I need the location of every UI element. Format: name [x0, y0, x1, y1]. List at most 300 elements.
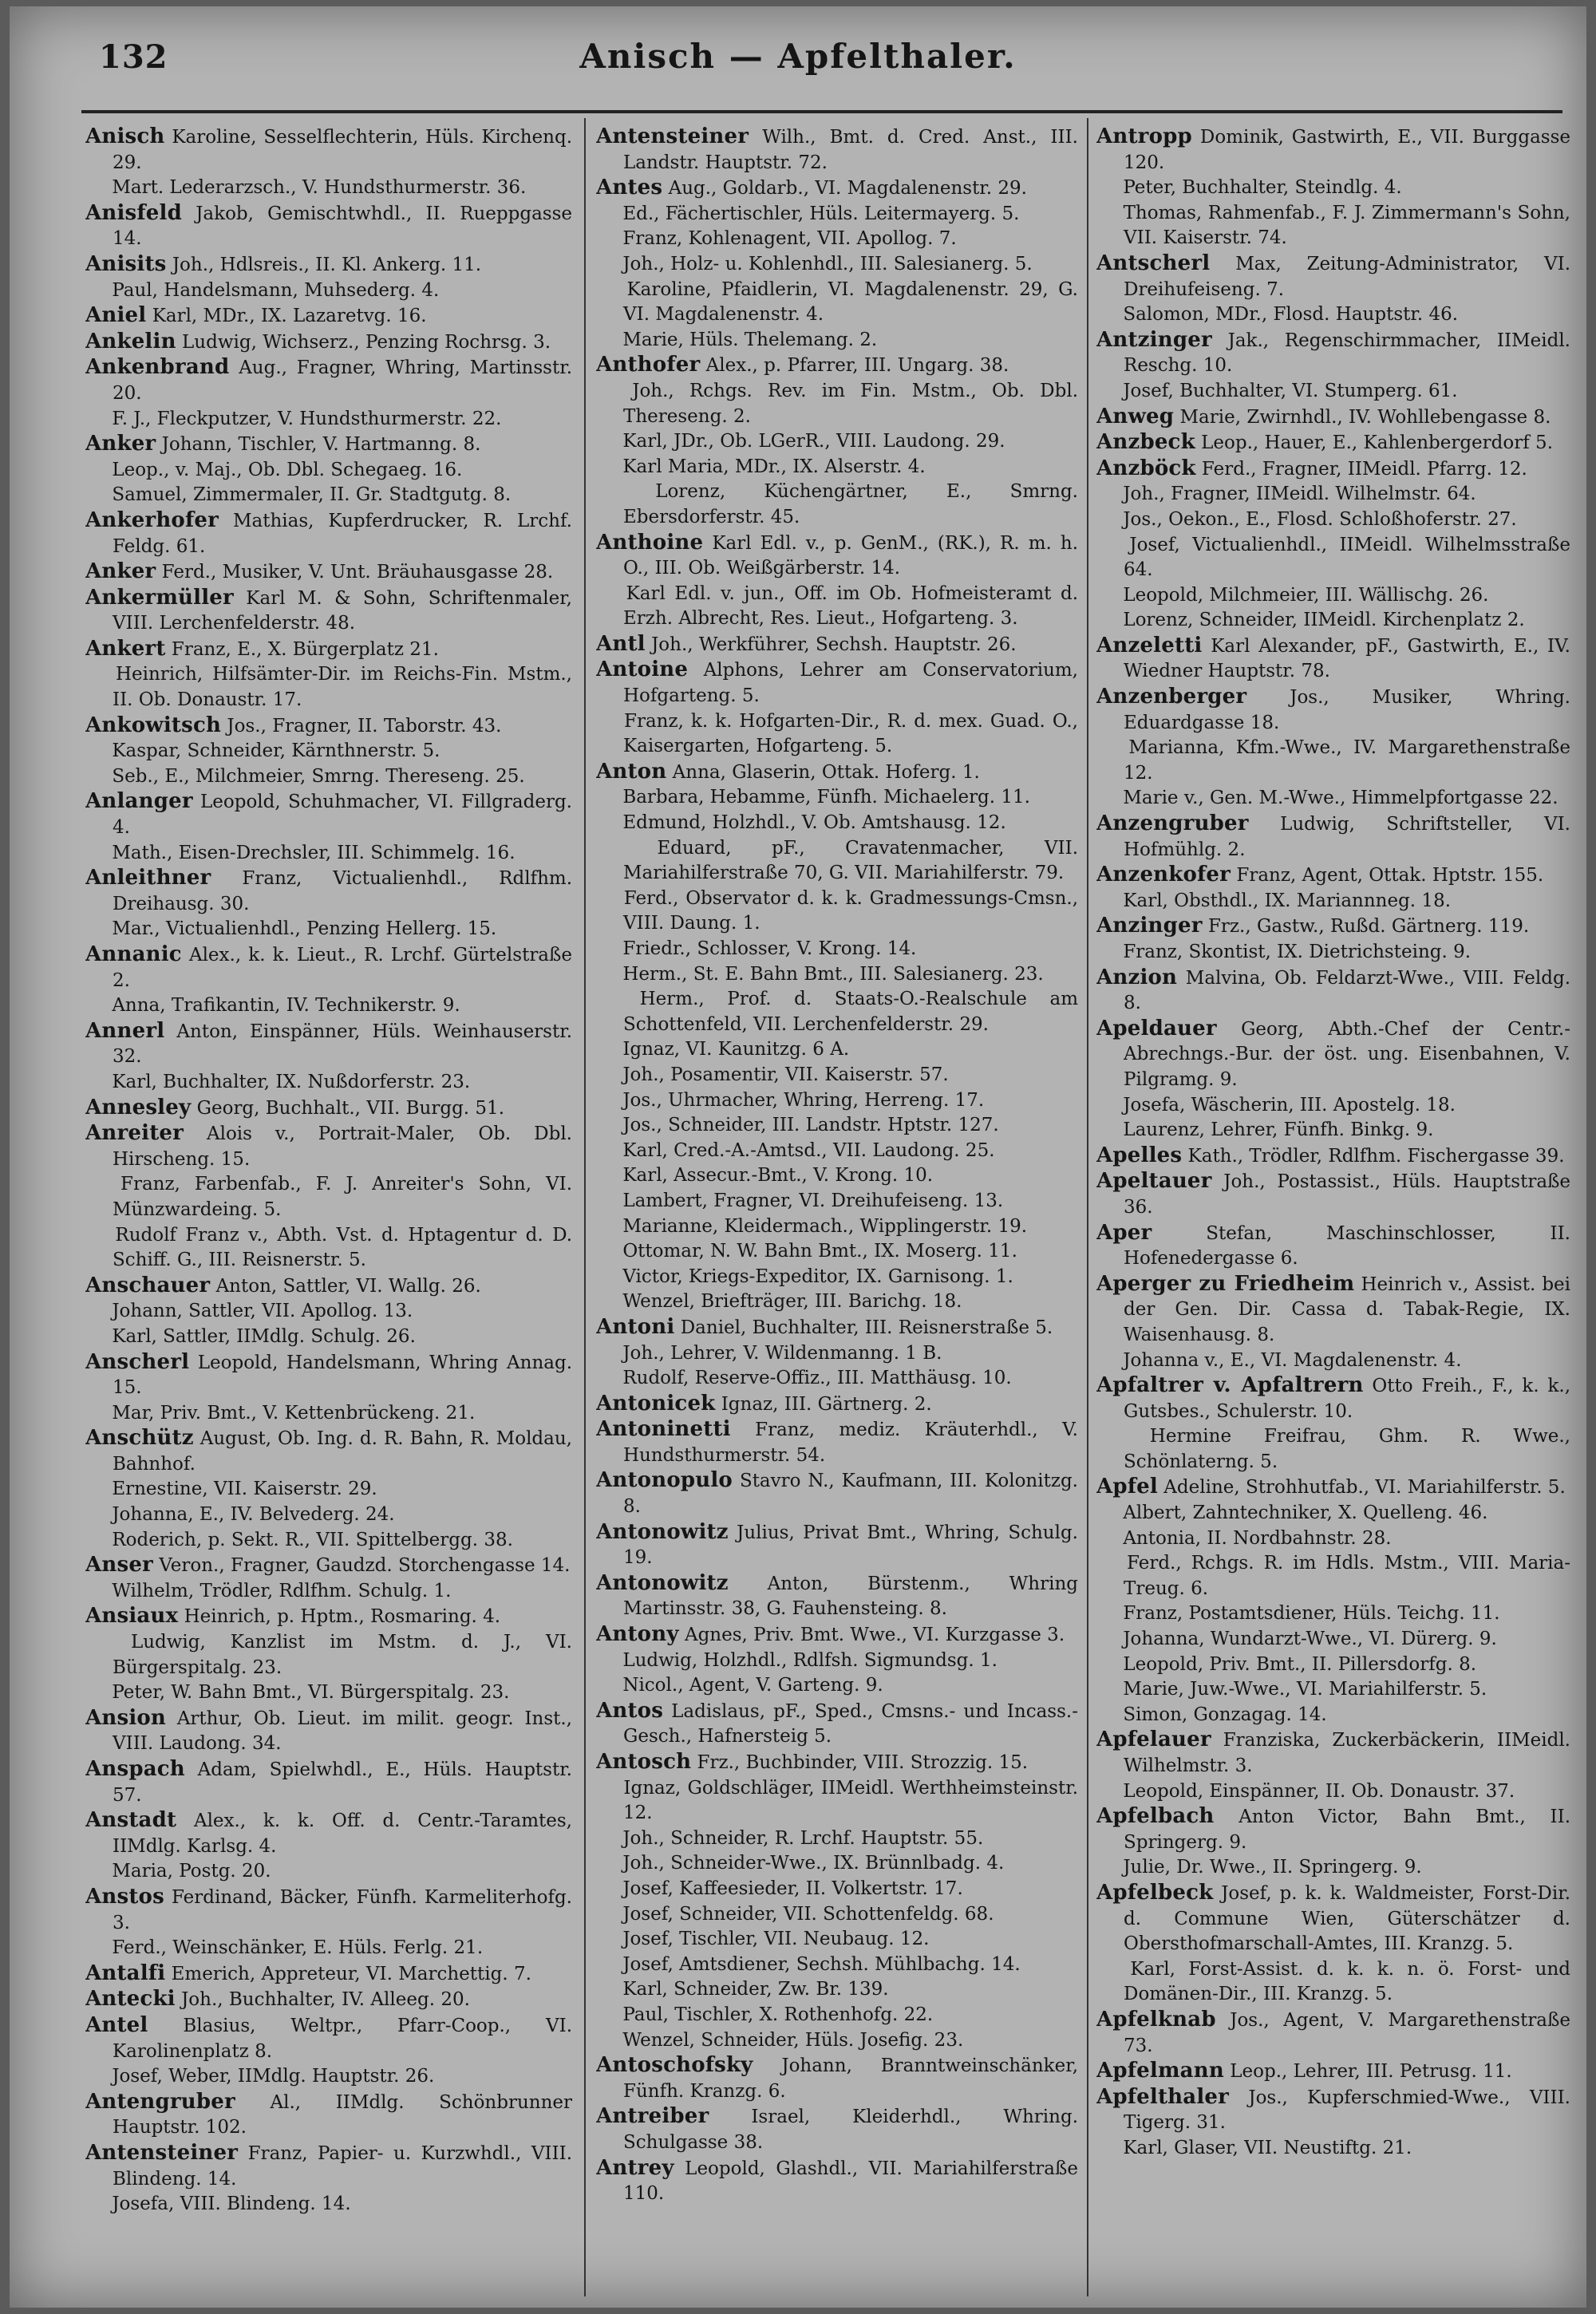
entry-details: Ludwig, Holzhdl., Rdlfsh. Sigmundsg. 1. [622, 1649, 998, 1671]
directory-entry [85, 1706, 572, 1757]
entry-surname: Aperger zu Friedheim [1096, 1271, 1355, 1296]
entry-surname: Antecki [85, 1987, 176, 2012]
repeat-dash [85, 278, 106, 304]
entry-details: Leopold, Priv. Bmt., II. Pillersdorfg. 8. [1123, 1653, 1477, 1675]
entry-surname: Anweg [1096, 404, 1175, 428]
entry-details: Karl Alexander, pF., Gastwirth, E., IV. Wiedner Hauptstr. 78. [1124, 635, 1570, 682]
entry-details: Franz, E., X. Bürgerplatz 21. [171, 638, 439, 660]
directory-entry [596, 1520, 1078, 1571]
repeat-dash [85, 917, 106, 942]
entry-details: Ottomar, N. W. Bahn Bmt., IX. Moserg. 11. [622, 1241, 1017, 1262]
directory-entry [596, 1977, 1078, 2003]
directory-entry [1096, 1677, 1570, 1703]
entry-surname: Antoninetti [596, 1417, 731, 1442]
repeat-dash [85, 1859, 106, 1885]
repeat-dash [596, 1649, 617, 1674]
directory-entry [85, 1096, 572, 1122]
directory-entry [1096, 1703, 1570, 1728]
entry-details: Peter, Buchhalter, Steindlg. 4. [1123, 177, 1402, 199]
entry-details: Anton Victor, Bahn Bmt., II. Springerg. 9. [1124, 1807, 1570, 1853]
entry-surname: Apfelauer [1096, 1728, 1211, 1752]
repeat-dash [1096, 1551, 1117, 1577]
directory-entry [1096, 379, 1570, 405]
entry-details: Thomas, Rahmenfab., F. J. Zimmermann's Sohn, VII. Kaiserstr. 74. [1123, 202, 1570, 249]
entry-details: Hermine Freifrau, Ghm. R. Wwe., Schönlaterng. 5. [1124, 1426, 1570, 1472]
entry-details: Mathias, Kupferdrucker, R. Lrchf. Feldg. 61. [113, 510, 572, 557]
directory-entry [85, 201, 572, 252]
entry-details: Jos., Musiker, Whring. Eduardgasse 18. [1124, 687, 1570, 733]
entry-details: Peter, W. Bahn Bmt., VI. Bürgerspitalg. 23. [112, 1682, 510, 1704]
entry-surname: Anzeletti [1096, 633, 1203, 657]
entry-details: Karl M. & Sohn, Schriftenmaler, VIII. Lerchenfelderstr. 48. [113, 587, 572, 634]
entry-details: Julie, Dr. Wwe., II. Springerg. 9. [1123, 1857, 1422, 1878]
entry-details: Victor, Kriegs-Expeditor, IX. Garnisong. 1. [622, 1266, 1013, 1287]
entry-surname: Anthofer [596, 353, 701, 377]
repeat-dash [1096, 302, 1117, 328]
directory-entry [85, 278, 572, 304]
directory-entry [596, 1265, 1078, 1290]
directory-entry [85, 841, 572, 867]
entry-details: Ferd., Fragner, IIMeidl. Pfarrg. 12. [1201, 458, 1527, 480]
entry-surname: Anspach [85, 1757, 185, 1781]
repeat-dash [85, 2192, 106, 2217]
repeat-dash [1096, 379, 1117, 405]
entry-surname: Anker [85, 559, 156, 584]
entry-surname: Antengruber [85, 2089, 235, 2114]
entry-surname: Annesley [85, 1095, 192, 1119]
repeat-dash [596, 1902, 617, 1928]
entry-details: Leopold, Schuhmacher, VI. Fillgraderg. 4. [113, 792, 572, 839]
repeat-dash [596, 1851, 617, 1877]
directory-entry [1096, 456, 1570, 483]
repeat-dash [1096, 736, 1117, 761]
directory-page [10, 6, 1586, 2308]
directory-entry [596, 1366, 1078, 1392]
directory-entry [596, 2053, 1078, 2104]
entry-surname: Anton [596, 759, 667, 784]
entry-details: Veron., Fragner, Gaudzd. Storchengasse 14. [159, 1555, 571, 1577]
repeat-dash [1096, 1118, 1117, 1143]
directory-entry [1096, 201, 1570, 251]
repeat-dash [85, 176, 106, 201]
repeat-dash [85, 1936, 106, 1961]
entry-surname: Aper [1096, 1220, 1152, 1245]
entry-details: Jos., Schneider, III. Landstr. Hptstr. 127. [622, 1115, 999, 1136]
directory-entry [596, 1649, 1078, 1674]
entry-details: Karoline, Sesselflechterin, Hüls. Kirchenq. 29. [113, 127, 572, 173]
directory-entry [85, 1757, 572, 1808]
repeat-dash [85, 1325, 106, 1350]
repeat-dash [596, 1953, 617, 1978]
entry-details: Salomon, MDr., Flosd. Hauptstr. 46. [1123, 304, 1459, 326]
entry-details: Johann, Tischler, V. Hartmanng. 8. [161, 434, 481, 456]
directory-entry [596, 1239, 1078, 1265]
entry-details: Math., Eisen-Drechsler, III. Schimmelg. 16. [112, 842, 516, 863]
entry-details: Simon, Gonzagag. 14. [1123, 1704, 1327, 1725]
directory-entry [85, 1401, 572, 1427]
directory-entry [85, 1808, 572, 1859]
directory-entry [596, 429, 1078, 455]
entry-surname: Anzbeck [1096, 430, 1195, 455]
directory-entry [596, 1315, 1078, 1341]
directory-entry [85, 1325, 572, 1350]
entry-surname: Antzinger [1096, 327, 1212, 352]
entry-surname: Ansiaux [85, 1604, 179, 1629]
entry-details: Agnes, Priv. Bmt. Wwe., VI. Kurzgasse 3. [684, 1625, 1065, 1646]
entry-details: Maria, Postg. 20. [112, 1861, 271, 1882]
entry-details: Jakob, Gemischtwhdl., II. Rueppgasse 14. [113, 203, 572, 250]
entry-surname: Apfelbeck [1096, 1880, 1214, 1905]
repeat-dash [596, 1239, 617, 1265]
entry-surname: Annerl [85, 1018, 165, 1043]
directory-entry [85, 483, 572, 508]
entry-details: Aug., Goldarb., VI. Magdalenenstr. 29. [668, 178, 1027, 199]
entry-details: Ludwig, Kanzlist im Mstm. d. J., VI. Bürgerspitalg. 23. [113, 1632, 572, 1678]
directory-entry [85, 2141, 572, 2192]
directory-entry [596, 124, 1078, 176]
column-3 [1096, 124, 1570, 2295]
entry-details: Georg, Abth.-Chef der Centr.-Abrechngs.-Bur. der öst. ung. Eisenbahnen, V. Pilgramg. 9. [1124, 1018, 1570, 1090]
entry-details: Anton, Bürstenm., Whring Martinsstr. 38, G. Fauhensteing. 8. [623, 1573, 1078, 1620]
directory-entry [85, 662, 572, 713]
directory-entry [596, 1037, 1078, 1063]
repeat-dash [596, 278, 617, 303]
entry-surname: Apelles [1096, 1143, 1183, 1167]
repeat-dash [85, 1401, 106, 1427]
entry-details: Rudolf Franz v., Abth. Vst. d. Hptagentur d. D. Schiff. G., III. Reisnerstr. 5. [113, 1224, 572, 1271]
repeat-dash [596, 1673, 617, 1699]
entry-details: Marie v., Gen. M.-Wwe., Himmelpfortgasse 22. [1123, 788, 1558, 809]
entry-details: Laurenz, Lehrer, Fünfh. Binkg. 9. [1123, 1119, 1434, 1141]
entry-details: Daniel, Buchhalter, III. Reisnerstraße 5. [680, 1317, 1053, 1338]
entry-details: Mar., Victualienhdl., Penzing Hellerg. 15. [112, 918, 497, 940]
repeat-dash [596, 1877, 617, 1902]
repeat-dash [596, 480, 617, 505]
entry-details: Jos., Kupferschmied-Wwe., VIII. Tigerg. 31. [1124, 2087, 1570, 2134]
entry-surname: Anser [85, 1553, 153, 1578]
entry-surname: Anisch [85, 124, 165, 148]
directory-entry [1096, 1501, 1570, 1526]
repeat-dash [596, 2028, 617, 2054]
repeat-dash [596, 1139, 617, 1164]
directory-entry [1096, 2008, 1570, 2059]
repeat-dash [596, 1977, 617, 2003]
directory-entry [1096, 583, 1570, 609]
directory-entry [1096, 1855, 1570, 1881]
entry-details: Anton, Sattler, VI. Wallg. 26. [215, 1275, 481, 1297]
repeat-dash [1096, 1627, 1117, 1653]
entry-surname: Antensteiner [85, 2140, 239, 2165]
directory-entry [1096, 940, 1570, 965]
directory-entry [596, 582, 1078, 632]
repeat-dash [596, 1113, 617, 1139]
repeat-dash [1096, 608, 1117, 634]
repeat-dash [596, 455, 617, 480]
directory-entry [596, 836, 1078, 887]
repeat-dash [596, 1265, 617, 1290]
repeat-dash [85, 1070, 106, 1096]
repeat-dash [1096, 1424, 1117, 1450]
entry-surname: Anstos [85, 1884, 164, 1909]
repeat-dash [596, 1826, 617, 1852]
entry-details: Friedr., Schlosser, V. Krong. 14. [622, 938, 917, 959]
directory-entry [596, 1163, 1078, 1189]
entry-surname: Anstadt [85, 1808, 177, 1833]
repeat-dash [596, 227, 617, 252]
directory-entry [596, 1289, 1078, 1315]
entry-details: August, Ob. Ing. d. R. Bahn, R. Moldau, Bahnhof. [113, 1428, 572, 1475]
entry-details: Blasius, Weltpr., Pfarr-Coop., VI. Karolinenplatz 8. [113, 2015, 572, 2062]
entry-surname: Anzenkofer [1096, 863, 1231, 887]
entry-details: Rudolf, Reserve-Offiz., III. Matthäusg. 10. [622, 1368, 1012, 1389]
directory-entry [85, 252, 572, 278]
entry-details: Jos., Fragner, II. Taborstr. 43. [227, 715, 502, 736]
entry-surname: Apfel [1096, 1475, 1158, 1499]
entry-details: Wenzel, Schneider, Hüls. Josefig. 23. [622, 2029, 964, 2051]
entry-surname: Apfelthaler [1096, 2084, 1230, 2109]
entry-details: Kaspar, Schneider, Kärnthnerstr. 5. [112, 740, 440, 762]
entry-details: Antonia, II. Nordbahnstr. 28. [1123, 1527, 1392, 1549]
entry-details: Georg, Buchhalt., VII. Burgg. 51. [196, 1097, 505, 1119]
repeat-dash [85, 483, 106, 508]
entry-details: Frz., Buchbinder, VIII. Strozzig. 15. [697, 1752, 1029, 1773]
directory-entry [596, 278, 1078, 328]
directory-entry [1096, 1881, 1570, 1957]
directory-entry [596, 1113, 1078, 1139]
entry-details: Anna, Trafikantin, IV. Technikerstr. 9. [112, 995, 460, 1017]
entry-details: Josef, Kaffeesieder, II. Volkertstr. 17. [622, 1878, 963, 1899]
repeat-dash [1096, 482, 1117, 507]
directory-entry [85, 2013, 572, 2064]
directory-entry [85, 1273, 572, 1300]
repeat-dash [1096, 533, 1117, 559]
directory-entry [85, 1553, 572, 1579]
running-head: Anisch — Apfelthaler. [579, 37, 1017, 76]
directory-entry [85, 176, 572, 201]
directory-entry [596, 1953, 1078, 1978]
repeat-dash [596, 1088, 617, 1114]
entry-details: Kath., Trödler, Rdlfhm. Fischergasse 39. [1187, 1145, 1565, 1167]
header-rule [81, 110, 1562, 113]
entry-surname: Ansion [85, 1705, 167, 1730]
directory-entry [1096, 1728, 1570, 1779]
directory-entry [596, 1622, 1078, 1649]
entry-details: Johanna v., E., VI. Magdalenenstr. 4. [1123, 1349, 1462, 1371]
entry-details: Arthur, Ob. Lieut. im milit. geogr. Inst., VIII. Laudong. 34. [113, 1708, 572, 1755]
directory-entry [85, 1936, 572, 1961]
directory-entry [596, 1417, 1078, 1468]
directory-entry [596, 1826, 1078, 1852]
entry-details: Karl, Sattler, IIMdlg. Schulg. 26. [112, 1325, 416, 1347]
directory-entry [1096, 533, 1570, 583]
entry-details: Karl, Assecur.-Bmt., V. Krong. 10. [622, 1165, 934, 1187]
directory-entry [596, 1750, 1078, 1776]
directory-entry [1096, 1373, 1570, 1424]
directory-entry [1096, 430, 1570, 456]
directory-entry [1096, 507, 1570, 533]
entry-details: Jak., Regenschirmmacher, IIMeidl. Reschg. 10. [1124, 330, 1570, 377]
entry-details: Ludwig, Schriftsteller, VI. Hofmühlg. 2. [1124, 814, 1570, 860]
entry-surname: Anzenberger [1096, 685, 1247, 709]
entry-details: Josef, Schneider, VII. Schottenfeldg. 68. [622, 1903, 994, 1925]
entry-details: Marianne, Kleidermach., Wipplingerstr. 19. [622, 1215, 1028, 1237]
entry-details: Roderich, p. Sekt. R., VII. Spittelbergg. 38. [112, 1529, 513, 1550]
entry-details: Ladislaus, pF., Sped., Cmsns.- und Incass.-Gesch., Hafnersteig 5. [623, 1700, 1078, 1747]
directory-entry [596, 1088, 1078, 1114]
entry-details: Lorenz, Küchengärtner, E., Smrng. Ebersdorferstr. 45. [623, 481, 1078, 527]
directory-entry [1096, 965, 1570, 1017]
directory-entry [1096, 1169, 1570, 1220]
repeat-dash [1096, 1703, 1117, 1728]
entry-surname: Antos [596, 1698, 664, 1723]
entry-details: Karl Edl. v. jun., Off. im Ob. Hofmeisteramt d. Erzh. Albrecht, Res. Lieut., Hofgarteng. 3. [623, 582, 1078, 630]
directory-entry [1096, 1424, 1570, 1475]
directory-entry [1096, 811, 1570, 863]
repeat-dash [1096, 1601, 1117, 1627]
directory-entry [1096, 1017, 1570, 1093]
repeat-dash [596, 811, 617, 836]
directory-entry [85, 559, 572, 586]
directory-entry [85, 586, 572, 637]
entry-details: Joh., Rchgs. Rev. im Fin. Mstm., Ob. Dbl. Thereseng. 2. [623, 380, 1078, 427]
directory-entry [596, 632, 1078, 658]
directory-entry [1096, 1601, 1570, 1627]
entry-details: Karl, Glaser, VII. Neustiftg. 21. [1123, 2137, 1412, 2158]
entry-details: Alex., p. Pfarrer, III. Ungarg. 38. [705, 355, 1009, 377]
directory-entry [1096, 1653, 1570, 1678]
entry-details: Karl Edl. v., p. GenM., (RK.), R. m. h. O., III. Ob. Weißgärberstr. 14. [623, 532, 1078, 579]
entry-details: Nicol., Agent, V. Garteng. 9. [622, 1675, 883, 1696]
repeat-dash [596, 1063, 617, 1088]
entry-details: Josef, Weber, IIMdlg. Hauptstr. 26. [112, 2066, 435, 2087]
directory-entry [85, 407, 572, 432]
directory-entry [596, 987, 1078, 1037]
repeat-dash [596, 328, 617, 353]
entry-surname: Antoni [596, 1314, 675, 1339]
directory-entry [85, 303, 572, 330]
directory-entry [1096, 1221, 1570, 1272]
directory-entry [596, 455, 1078, 480]
entry-details: Frz., Gastw., Rußd. Gärtnerg. 119. [1207, 916, 1530, 938]
entry-details: Josef, Amtsdiener, Sechsh. Mühlbachg. 14. [622, 1953, 1021, 1975]
directory-entry [1096, 405, 1570, 431]
entry-surname: Apfelbach [1096, 1804, 1215, 1829]
entry-surname: Antonopulo [596, 1468, 733, 1493]
directory-entry [596, 657, 1078, 709]
entry-surname: Antonowitz [596, 1519, 729, 1544]
directory-entry [85, 1987, 572, 2013]
directory-entry [596, 2003, 1078, 2028]
entry-surname: Ankelin [85, 329, 176, 353]
directory-entry [1096, 863, 1570, 889]
repeat-dash [596, 1341, 617, 1367]
directory-entry [85, 124, 572, 176]
entry-surname: Antonicek [596, 1391, 716, 1416]
entry-surname: Antalfi [85, 1961, 166, 1985]
entry-details: Marie, Zwirnhdl., IV. Wohllebengasse 8. [1179, 406, 1551, 428]
entry-surname: Antonowitz [596, 1570, 729, 1595]
entry-details: Leopold, Einspänner, II. Ob. Donaustr. 37. [1123, 1780, 1515, 1802]
entry-surname: Anzengruber [1096, 811, 1249, 836]
directory-entry [85, 1885, 572, 1936]
directory-entry [596, 2156, 1078, 2207]
entry-surname: Ankerhofer [85, 507, 219, 532]
directory-entry [596, 1189, 1078, 1214]
entry-surname: Ankenbrand [85, 355, 230, 380]
directory-entry [1096, 2085, 1570, 2136]
entry-surname: Anthoine [596, 530, 704, 555]
entry-details: Joh., Werkführer, Sechsh. Hauptstr. 26. [651, 634, 1017, 655]
directory-entry [1096, 1475, 1570, 1501]
entry-details: Leop., Hauer, E., Kahlenbergerdorf 5. [1201, 432, 1553, 454]
repeat-dash [1096, 176, 1117, 201]
entry-details: Leop., Lehrer, III. Petrusg. 11. [1230, 2061, 1512, 2083]
directory-entry [85, 1350, 572, 1401]
directory-entry [85, 1528, 572, 1554]
column-divider [584, 118, 586, 2296]
entry-details: Franz, k. k. Hofgarten-Dir., R. d. mex. Guad. O., Kaisergarten, Hofgarteng. 5. [623, 710, 1078, 757]
entry-surname: Anlanger [85, 789, 193, 814]
directory-entry [85, 1630, 572, 1680]
repeat-dash [85, 1477, 106, 1503]
directory-entry [596, 937, 1078, 962]
entry-details: Franz, Kohlenagent, VII. Apollog. 7. [622, 228, 957, 250]
repeat-dash [596, 836, 617, 862]
repeat-dash [85, 739, 106, 764]
repeat-dash [85, 1223, 106, 1249]
entry-details: Max, Zeitung-Administrator, VI. Dreihufeiseng. 7. [1124, 253, 1570, 300]
repeat-dash [85, 1579, 106, 1605]
entry-details: Franz, Postamtsdiener, Hüls. Teichg. 11. [1123, 1603, 1500, 1625]
entry-details: Joh., Schneider, R. Lrchf. Hauptstr. 55. [622, 1827, 984, 1849]
directory-entry [1096, 1118, 1570, 1143]
directory-entry [596, 1927, 1078, 1953]
directory-entry [1096, 1551, 1570, 1601]
directory-entry [1096, 251, 1570, 302]
entry-details: Aug., Fragner, Whring, Martinsstr. 20. [113, 357, 572, 404]
directory-entry [596, 2028, 1078, 2054]
directory-entry [85, 739, 572, 764]
entry-surname: Apfaltrer v. Apfaltrern [1096, 1373, 1364, 1398]
entry-surname: Antropp [1096, 124, 1192, 148]
column-1 [85, 124, 572, 2295]
repeat-dash [85, 1299, 106, 1325]
directory-entry [85, 1680, 572, 1706]
repeat-dash [596, 1037, 617, 1063]
directory-entry [85, 866, 572, 917]
repeat-dash [596, 887, 617, 912]
directory-entry [85, 713, 572, 740]
repeat-dash [1096, 201, 1117, 227]
entry-surname: Antes [596, 176, 663, 200]
entry-details: Marie, Juw.-Wwe., VI. Mariahilferstr. 5. [1123, 1679, 1487, 1700]
entry-details: Karoline, Pfaidlerin, VI. Magdalenenstr. 29, G. VI. Magdalenenstr. 4. [623, 278, 1078, 326]
directory-entry [1096, 634, 1570, 685]
directory-entry [1096, 736, 1570, 786]
repeat-dash [1096, 1779, 1117, 1805]
directory-entry [596, 353, 1078, 379]
entry-details: Joh., Fragner, IIMeidl. Wilhelmstr. 64. [1123, 484, 1476, 505]
directory-entry [596, 760, 1078, 786]
repeat-dash [85, 407, 106, 432]
entry-details: Al., IIMdlg. Schönbrunner Hauptstr. 102. [113, 2091, 572, 2138]
repeat-dash [1096, 507, 1117, 533]
directory-entry [1096, 685, 1570, 736]
directory-entry [1096, 1272, 1570, 1349]
entry-details: Joh., Holz- u. Kohlenhdl., III. Salesianerg. 5. [622, 253, 1033, 274]
repeat-dash [596, 785, 617, 811]
directory-entry [596, 202, 1078, 227]
